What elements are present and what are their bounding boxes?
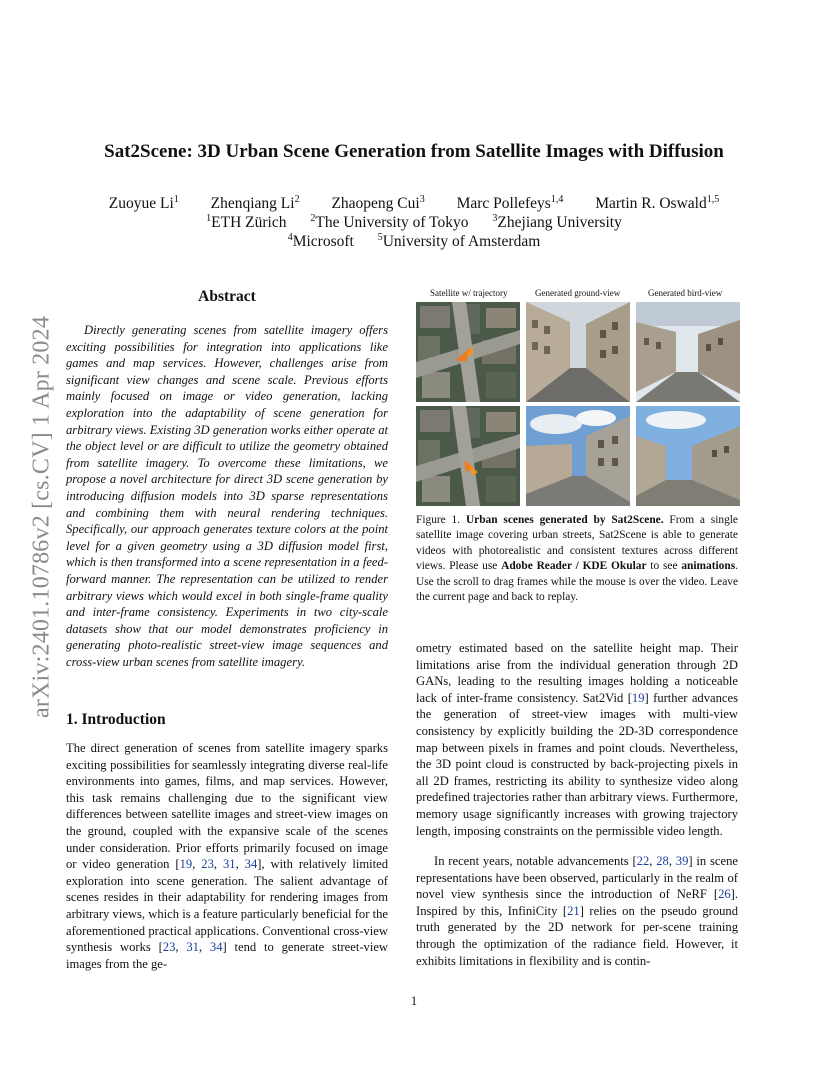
body-text: In recent years, notable advancements [ <box>434 854 637 868</box>
affiliation-name: The University of Tokyo <box>315 214 469 231</box>
bird-view-graphic <box>636 406 740 506</box>
citation-link[interactable]: 23 <box>162 940 176 955</box>
figure-label-bird-view: Generated bird-view <box>648 288 723 298</box>
caption-text: From a single satellite image covering urban streets, Sat2Scene is able to generate videos with photorealistic and consistent textures across different views. Please use <box>416 514 738 573</box>
affiliation-number: 1 <box>206 213 212 224</box>
introduction-heading: 1. Introduction <box>66 711 166 728</box>
affiliation-name: Microsoft <box>292 233 354 250</box>
citation-link[interactable]: 26 <box>718 887 731 902</box>
bird-view-image[interactable] <box>636 302 740 402</box>
citation-link[interactable]: 23 <box>201 857 214 872</box>
author-affiliation-mark: 1 <box>173 194 179 205</box>
affiliation-number: 3 <box>492 213 498 224</box>
intro-text: ] tend to generate street-view images from the ge- <box>66 940 389 971</box>
author-affiliation-mark: 3 <box>419 194 425 205</box>
author-name: Zhaopeng Cui <box>331 195 420 212</box>
right-column-paragraph-1 <box>416 640 738 839</box>
abstract-heading: Abstract <box>198 288 256 305</box>
author-name: Martin R. Oswald <box>595 195 707 212</box>
author-list <box>0 195 828 213</box>
satellite-image[interactable] <box>416 302 520 402</box>
figure-caption <box>416 513 738 605</box>
affiliation-line-1 <box>0 214 828 232</box>
affiliation-name: ETH Zürich <box>211 214 287 231</box>
abstract-text: Directly generating scenes from satellite imagery offers exciting possibilities for integration into applications like games and map services. However, challenges arise from significant view changes and scene scale. Previous efforts mainly focused on image or video generation, lacking exploration into the adaptability of scene generation for arbitrary views. Existing 3D generation works either operate at the object level or are difficult to utilize the geometry obtained from satellite imagery. To overcome these limitations, we propose a novel architecture for direct 3D scene generation by introducing diffusion models into 3D sparse representations and combining them with neural rendering techniques. Specifically, our approach generates texture colors at the point level for a given geometry using a 3D diffusion model first, which is then transformed into a scene representation in a feed-forward manner. The representation can be utilized to render arbitrary views which would excel in both single-frame quality and inter-frame consistency. Experiments in two city-scale datasets show that our model demonstrates proficiency in generating photo-realistic street-view image sequences and cross-view urban scenes from satellite imagery. <box>66 323 388 669</box>
affiliation-name: Zhejiang University <box>497 214 622 231</box>
author-affiliation-mark: 1,4 <box>550 194 564 205</box>
author-name: Zhenqiang Li <box>210 195 295 212</box>
body-text: ] further advances the generation of street-view images with multi-view consistency by explicitly building the 2D-3D correspondence map between pixels in frames and point clouds. Nevertheless, the 3D point cloud is constructed by back-projecting pixels in all 2D frames, restricting its ability to synthesize video along predefined trajectories rather than arbitrary views. Furthermore, memory usage significantly increases with growing trajectory length, imposing constraints on the permissible video length. <box>416 690 738 838</box>
citation-link[interactable]: 34 <box>209 940 223 955</box>
bird-view-graphic <box>636 302 740 402</box>
author-name: Marc Pollefeys <box>456 195 551 212</box>
citation-link[interactable]: 34 <box>244 857 258 872</box>
citation-link[interactable]: 31 <box>222 857 236 872</box>
arxiv-side-stamp <box>22 292 62 742</box>
body-text: ] relies on the pseudo ground truth generated by the 2D network for per-scene training through the optimization of the radiance field. However, it exhibits limitations in flexibility and is contin- <box>416 903 739 968</box>
affiliation-line-2 <box>0 233 828 251</box>
author-name: Zuoyue Li <box>108 195 174 212</box>
satellite-image-graphic <box>416 302 520 402</box>
affiliation-name: University of Amsterdam <box>382 233 541 250</box>
intro-text: The direct generation of scenes from satellite imagery sparks exciting possibilities for seamlessly integrating diverse real-life environments into games, films, and map services. However, this task remains challenging due to the significant view differences between satellite images and street-view images on the ground, coupled with the expansive scale of the scenes under consideration. Prior efforts primarily focused on image or video generation [ <box>66 741 388 872</box>
ground-view-graphic <box>526 406 630 506</box>
body-text: ometry estimated based on the satellite height map. Their limitations arise from the individual generation through 2D GANs, leading to the resulting images holding a noticeable lack of inter-frame consistency. Sat2Vid [ <box>416 641 738 705</box>
citation-link[interactable]: 19 <box>179 857 193 872</box>
citation-link[interactable]: 28 <box>656 854 669 868</box>
caption-label: Figure 1. <box>416 514 461 526</box>
ground-view-image[interactable] <box>526 406 630 506</box>
caption-title: Urban scenes generated by Sat2Scene. <box>465 514 664 526</box>
citation-link[interactable]: 22 <box>636 854 650 868</box>
paper-title: Sat2Scene: 3D Urban Scene Generation from Satellite Images with Diffusion <box>104 141 724 162</box>
intro-text: ], with relatively limited exploration into scene generation. The salient advantage of scenes resides in their adaptability for rendering images from arbitrary views, which is a feature particularly beneficial for the aforementioned practical applications. Conventional cross-view synthesis works [ <box>66 857 389 955</box>
figure-label-ground-view: Generated ground-view <box>535 288 621 298</box>
affiliation-number: 4 <box>287 232 293 243</box>
bird-view-image[interactable] <box>636 406 740 506</box>
caption-text: to see <box>646 560 682 573</box>
satellite-image-graphic <box>416 406 520 506</box>
caption-emphasis: animations <box>681 560 736 573</box>
page-number: 1 <box>410 994 418 1008</box>
affiliation-number: 5 <box>377 232 383 243</box>
author-affiliation-mark: 2 <box>294 194 300 205</box>
citation-link[interactable]: 39 <box>675 854 689 868</box>
author-affiliation-mark: 1,5 <box>706 194 720 205</box>
body-text: ] in scene representations have been observed, particularly in the realm of novel view synthesis since the introduction of NeRF [ <box>416 854 738 902</box>
affiliation-number: 2 <box>310 213 316 224</box>
caption-text: . Use the scroll to drag frames while the mouse is over the video. Leave the current page and back to replay. <box>416 560 738 604</box>
introduction-paragraph: The direct generation of scenes from satellite imagery sparks exciting possibilities for seamlessly integrating diverse real-life environments into games, films, and map services. However, this task remains challenging due to the significant view differences between satellite images and street-view images on the ground, coupled with the expansive scale of the scenes under consideration. Prior efforts primarily focused on image or video generation [19, 23, 31, 34], with relatively limited exploration into scene generation. The salient advantage of scenes resides in their adaptability for rendering images from arbitrary views, which is a feature particularly beneficial for the aforementioned practical applications. Conventional cross-view synthesis works [23, 31, 34] tend to generate street-view images from the ge- <box>66 741 389 971</box>
citation-link[interactable]: 21 <box>567 903 580 918</box>
arxiv-stamp-text: arXiv:2401.10786v2 [cs.CV] 1 Apr 2024 <box>28 315 55 719</box>
body-text: ]. Inspired by this, InfiniCity [ <box>416 887 738 918</box>
caption-emphasis: Adobe Reader / KDE Okular <box>501 560 647 573</box>
satellite-image[interactable] <box>416 406 520 506</box>
ground-view-image[interactable] <box>526 302 630 402</box>
figure-column-labels <box>416 288 742 300</box>
figure-label-satellite: Satellite w/ trajectory <box>430 288 508 298</box>
citation-link[interactable]: 31 <box>186 940 199 955</box>
citation-link[interactable]: 19 <box>631 690 645 705</box>
ground-view-graphic <box>526 302 630 402</box>
right-column-paragraph-2: In recent years, notable advancements [22, 28, 39] in scene representations have been observed, particularly in the realm of novel view synthesis since the introduction of NeRF [26]. Inspired by this, InfiniCity [21] relies on the pseudo ground truth generated by the 2D network for per-scene training through the optimization of the radiance field. However, it exhibits limitations in flexibility and is contin- <box>416 854 739 968</box>
